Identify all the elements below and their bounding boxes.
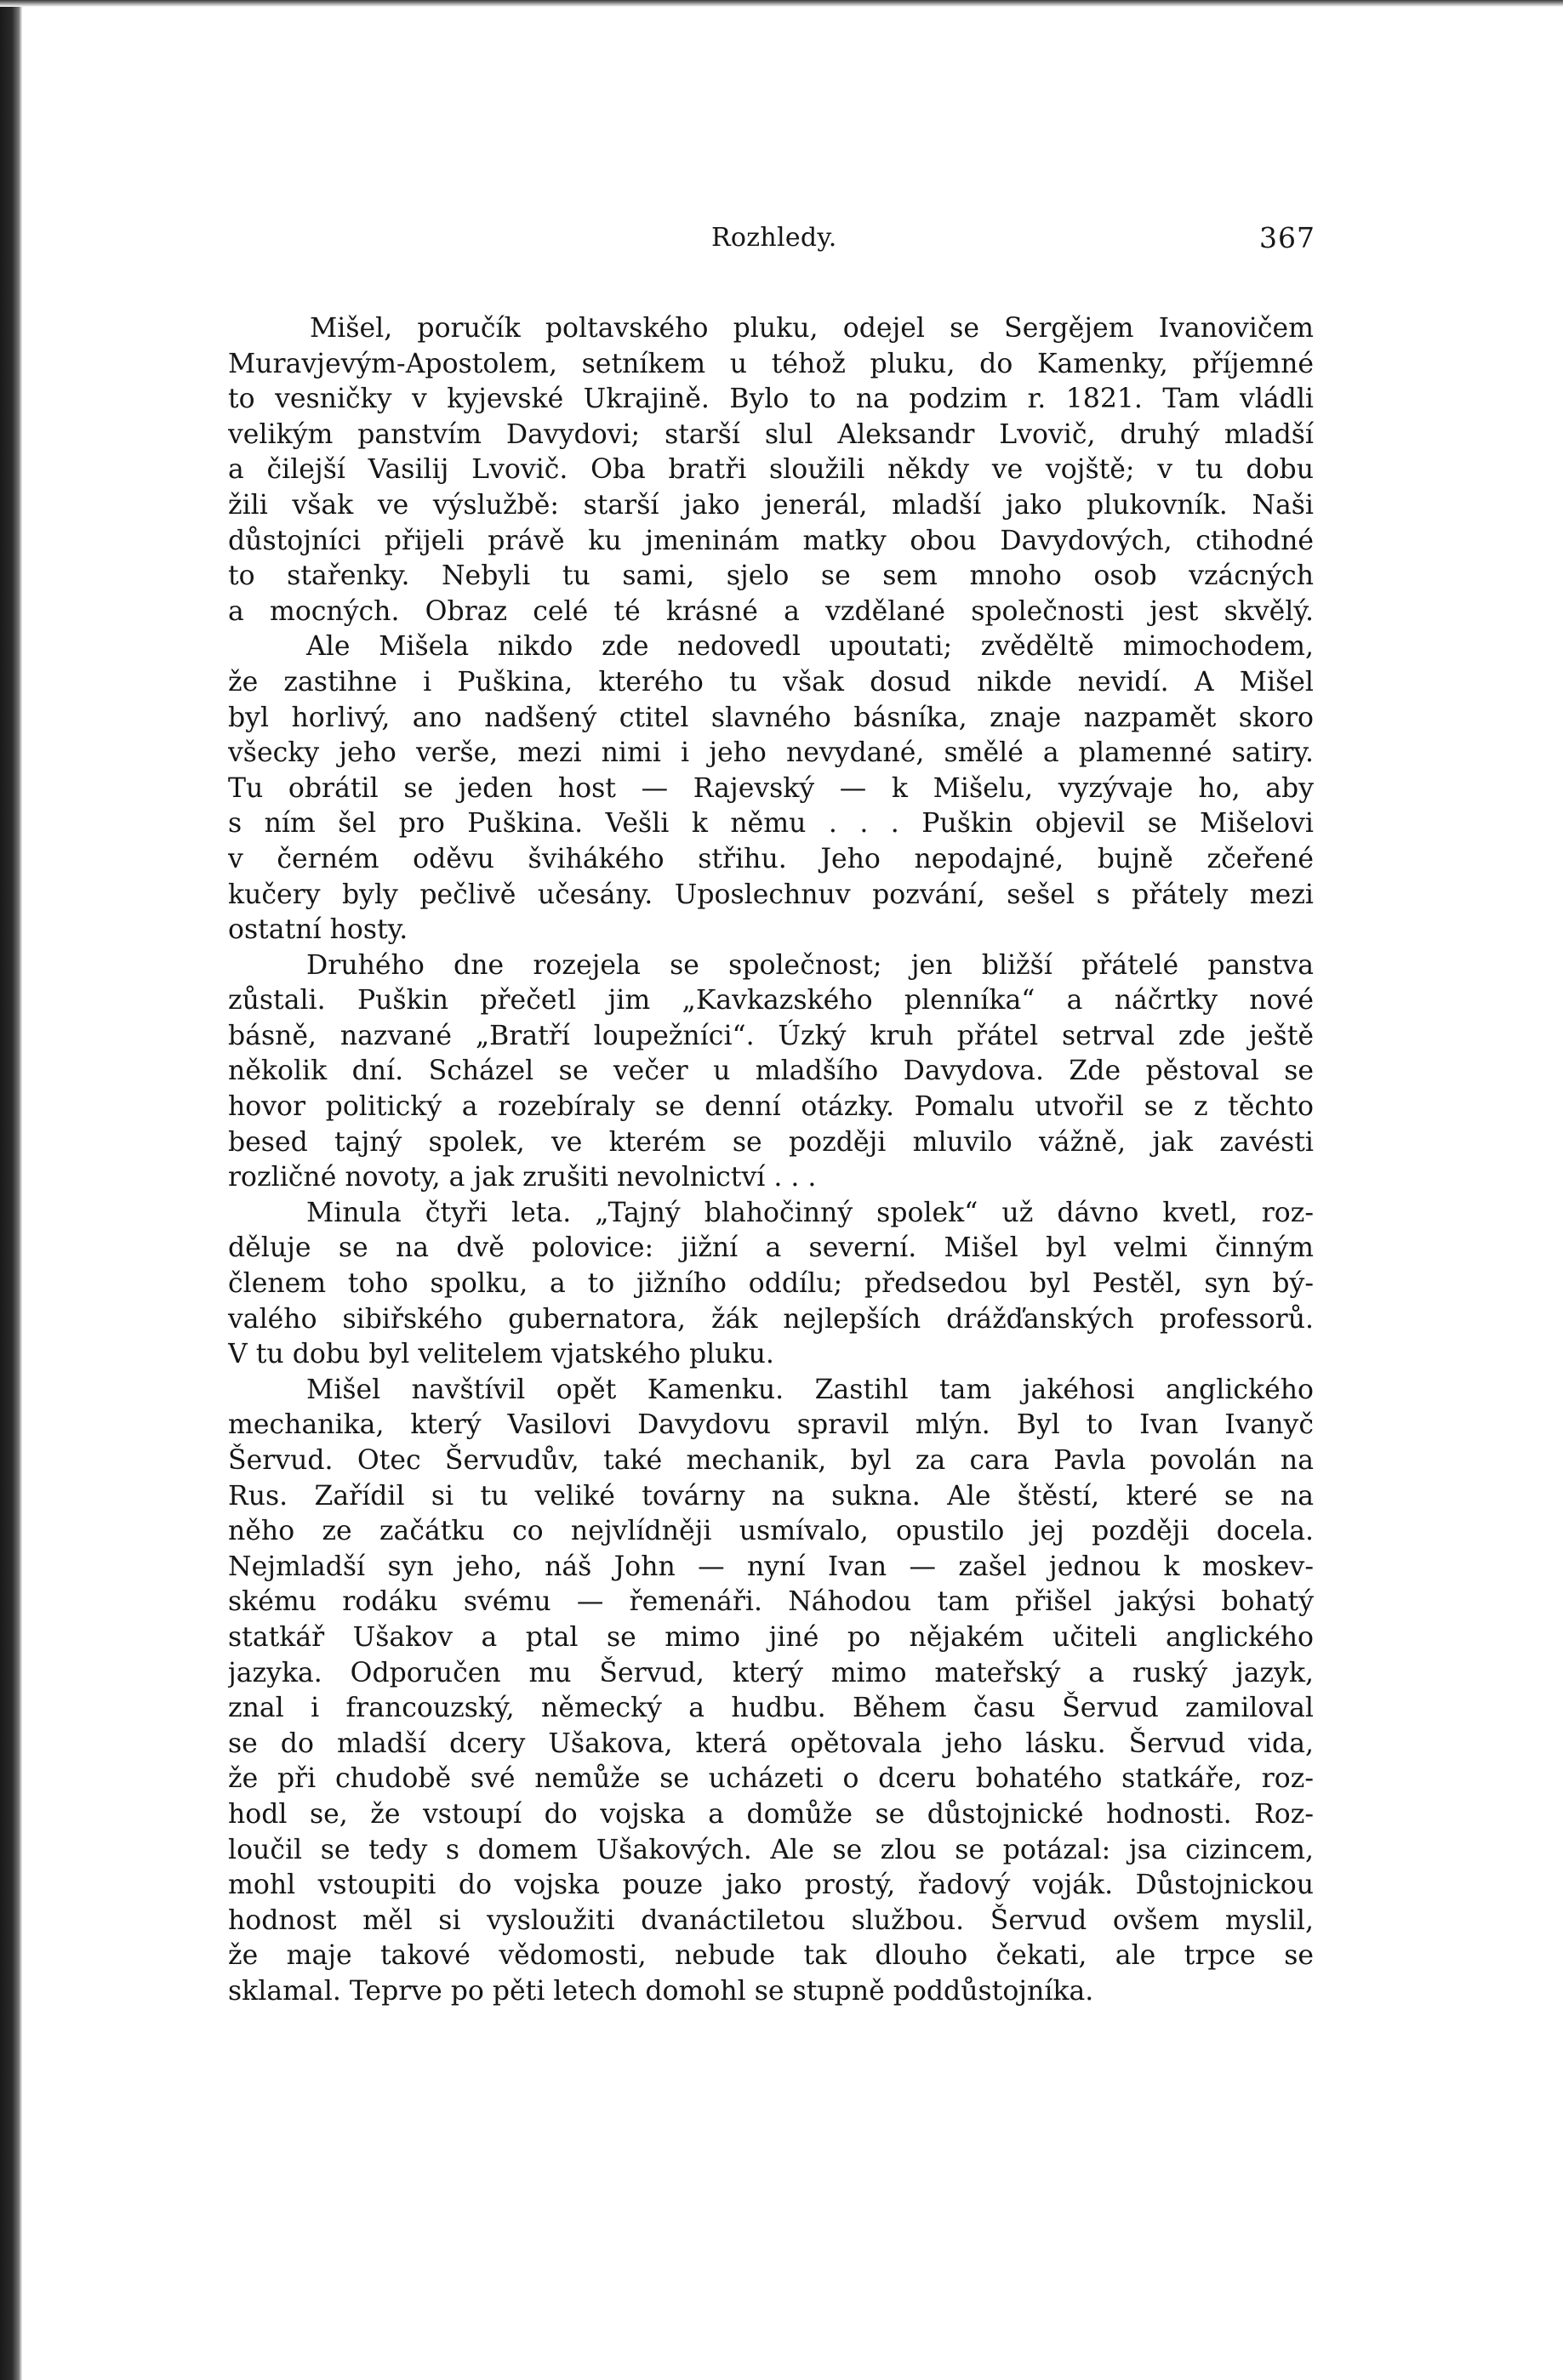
text-line: Nejmladší syn jeho, náš John — nyní Ivan — zašel jednou k moskev- [228, 1551, 1314, 1582]
text-line: s ním šel pro Puškina. Vešli k němu . . . Puškin objevil se Mišelovi [228, 808, 1314, 840]
text-line: a mocných. Obraz celé té krásné a vzdělané společnosti jest skvělý. [228, 595, 1314, 627]
text-line: několik dní. Scházel se večer u mladšího Davydova. Zde pěstoval se [228, 1056, 1314, 1087]
text-line: Ale Mišela nikdo zde nedovedl upoutati; zvěděltě mimochodem, [306, 631, 1314, 663]
text-line: že při chudobě své nemůže se ucházeti o dceru bohatého statkáře, roz- [228, 1763, 1314, 1795]
text-line: všecky jeho verše, mezi nimi i jeho nevydané, smělé a plamenné satiry. [228, 737, 1314, 769]
text-line: mechanika, který Vasilovi Davydovu spravil mlýn. Byl to Ivan Ivanyč [228, 1409, 1314, 1441]
text-line: ostatní hosty. [228, 914, 408, 946]
body-text [228, 311, 1314, 2010]
text-line: Tu obrátil se jeden host — Rajevský — k Mišelu, vyzývaje ho, aby [228, 772, 1314, 804]
text-line: se do mladší dcery Ušakova, která opětovala jeho lásku. Šervud vida, [228, 1728, 1314, 1759]
text-line: členem toho spolku, a to jižního oddílu; předsedou byl Pestěl, syn bý- [228, 1268, 1314, 1300]
text-line: důstojníci přijeli právě ku jmeninám matky obou Davydových, ctihodné [228, 525, 1314, 556]
text-line: skému rodáku svému — řemenáři. Náhodou tam přišel jakýsi bohatý [228, 1586, 1314, 1618]
text-line: zůstali. Puškin přečetl jim „Kavkazského plenníka“ a náčrtky nové [228, 985, 1314, 1016]
text-line: velikým panstvím Davydovi; starší slul Aleksandr Lvovič, druhý mladší [228, 418, 1314, 450]
text-line: rozličné novoty, a jak zrušiti nevolnictví . . . [228, 1162, 817, 1193]
text-line: Druhého dne rozejela se společnost; jen bližší přátelé panstva [306, 949, 1314, 981]
text-line: že maje takové vědomosti, nebude tak dlouho čekati, ale trpce se [228, 1940, 1314, 1972]
text-line: a čilejší Vasilij Lvovič. Oba bratři sloužili někdy ve vojště; v tu dobu [228, 454, 1314, 486]
text-line: byl horlivý, ano nadšený ctitel slavného básníka, znaje nazpamět skoro [228, 702, 1314, 733]
text-line: kučery byly pečlivě učesány. Uposlechnuv pozvání, sešel s přátely mezi [228, 879, 1314, 910]
text-line: statkář Ušakov a ptal se mimo jiné po nějakém učiteli anglického [228, 1621, 1314, 1653]
text-line: Rus. Zařídil si tu veliké továrny na sukna. Ale štěstí, které se na [228, 1480, 1314, 1512]
paragraph-5 [228, 1373, 1314, 2010]
text-line: děluje se na dvě polovice: jižní a severní. Mišel byl velmi činným [228, 1233, 1314, 1264]
text-line: Šervud. Otec Šervudův, také mechanik, byl za cara Pavla povolán na [228, 1445, 1314, 1476]
text-line: hovor politický a rozebíraly se denní otázky. Pomalu utvořil se z těchto [228, 1091, 1314, 1123]
text-line: Muravjevým-Apostolem, setníkem u téhož pluku, do Kamenky, příjemné [228, 348, 1314, 379]
text-line: žili však ve výslužbě: starší jako jenerál, mladší jako plukovník. Naši [228, 489, 1314, 521]
text-line: hodl se, že vstoupí do vojska a domůže se důstojnické hodnosti. Roz- [228, 1798, 1314, 1830]
text-line: Mišel, poručík poltavského pluku, odejel se Sergějem Ivanovičem [310, 313, 1314, 344]
text-line: loučil se tedy s domem Ušakových. Ale se zlou se potázal: jsa cizincem, [228, 1834, 1314, 1865]
text-line: básně, nazvané „Bratří loupežníci“. Úzký kruh přátel setrval zde ještě [228, 1020, 1314, 1051]
text-line: Mišel navštívil opět Kamenku. Zastihl tam jakéhosi anglického [306, 1374, 1314, 1405]
text-line: něho ze začátku co nejvlídněji usmívalo, opustilo jej později docela. [228, 1516, 1314, 1547]
text-line: že zastihne i Puškina, kterého tu však dosud nikde nevidí. A Mišel [228, 666, 1314, 697]
text-line: v černém oděvu švihákého střihu. Jeho nepodajné, bujně zčeřené [228, 843, 1314, 874]
text-line: sklamal. Teprve po pěti letech domohl se stupně poddůstojníka. [228, 1975, 1094, 2007]
running-head: Rozhledy. [711, 223, 837, 253]
paragraph-2 [228, 629, 1314, 948]
text-line: V tu dobu byl velitelem vjatského pluku. [228, 1339, 774, 1370]
paragraph-1 [228, 311, 1314, 629]
paragraph-3 [228, 948, 1314, 1196]
text-line: hodnost měl si vysloužiti dvanáctiletou službou. Šervud ovšem myslil, [228, 1905, 1314, 1936]
text-line: mohl vstoupiti do vojska pouze jako prostý, řadový voják. Důstojnickou [228, 1870, 1314, 1901]
page-number: 367 [1259, 221, 1315, 254]
text-line: jazyka. Odporučen mu Šervud, který mimo mateřský a ruský jazyk, [228, 1657, 1314, 1688]
text-line: besed tajný spolek, ve kterém se později mluvilo vážně, jak zavésti [228, 1126, 1314, 1158]
text-line: Minula čtyři leta. „Tajný blahočinný spolek“ už dávno kvetl, roz- [306, 1197, 1314, 1228]
text-line: to vesničky v kyjevské Ukrajině. Bylo to na podzim r. 1821. Tam vládli [228, 384, 1314, 415]
text-line: to stařenky. Nebyli tu sami, sjelo se sem mnoho osob vzácných [228, 561, 1314, 592]
paragraph-4 [228, 1196, 1314, 1373]
text-line: znal i francouzský, německý a hudbu. Během času Šervud zamiloval [228, 1693, 1314, 1724]
text-line: valého sibiřského gubernatora, žák nejlepších drážďanských professorů. [228, 1303, 1314, 1335]
